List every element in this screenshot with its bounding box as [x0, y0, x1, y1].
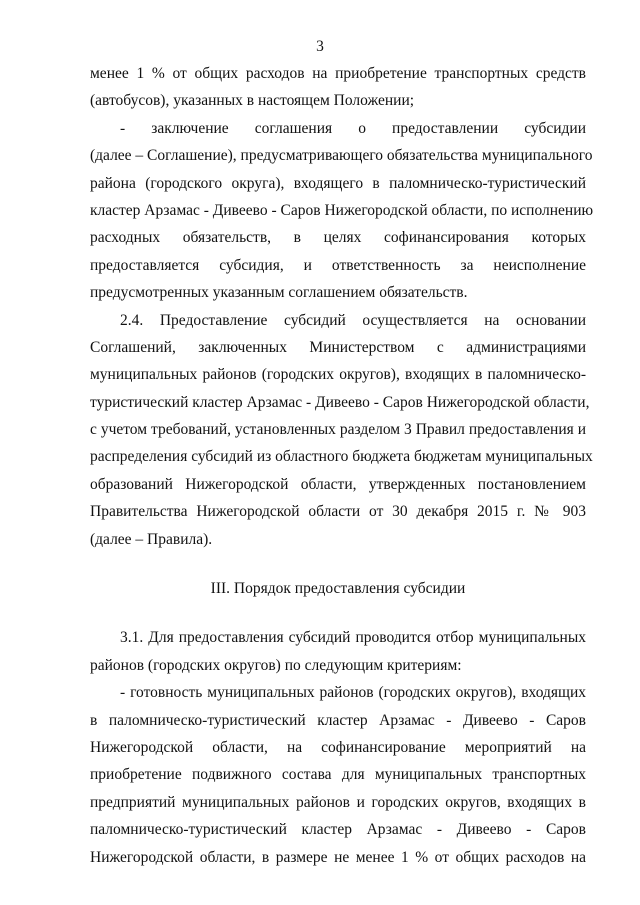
- text-line: туристический кластер Арзамас - Дивеево - Саров Нижегородской области,: [90, 393, 590, 411]
- text-line: в паломническо-туристический кластер Арзамас - Дивеево - Саров: [90, 711, 586, 729]
- section-heading: III. Порядок предоставления субсидии: [210, 580, 466, 598]
- text-line: Нижегородской области, на софинансирование мероприятий на: [90, 738, 586, 756]
- text-line: менее 1 % от общих расходов на приобретение транспортных средств: [90, 65, 586, 82]
- text-line: (автобусов), указанных в настоящем Положении;: [90, 92, 415, 110]
- text-line: кластер Арзамас - Дивеево - Саров Нижегородской области, по исполнению: [90, 201, 594, 219]
- text-line: районов (городских округов) по следующим критериям:: [90, 656, 462, 674]
- text-line: Соглашений, заключенных Министерством с администрациями: [90, 338, 586, 356]
- text-line: района (городского округа), входящего в паломническо-туристический: [90, 174, 586, 192]
- text-line: расходных обязательств, в целях софинансирования которых: [90, 229, 586, 247]
- text-line: предусмотренных указанным соглашением обязательств.: [90, 284, 468, 302]
- text-line: 3.1. Для предоставления субсидий проводится отбор муниципальных: [120, 629, 586, 647]
- text-line: паломническо-туристический кластер Арзамас - Дивеево - Саров: [90, 821, 586, 839]
- text-line: - готовность муниципальных районов (городских округов), входящих: [120, 684, 586, 702]
- text-line: Правительства Нижегородской области от 30 декабря 2015 г. № 903: [90, 503, 586, 521]
- text-line: с учетом требований, установленных разделом 3 Правил предоставления и: [90, 421, 586, 439]
- text-line: Нижегородской области, в размере не менее 1 % от общих расходов на: [90, 848, 586, 866]
- text-line: муниципальных районов (городских округов), входящих в паломническо-: [90, 366, 586, 384]
- text-line: (далее – Правила).: [90, 530, 213, 548]
- document-body: [90, 60, 594, 871]
- text-line: распределения субсидий из областного бюджета бюджетам муниципальных: [90, 448, 593, 466]
- text-line: образований Нижегородской области, утвержденных постановлением: [90, 475, 586, 493]
- text-line: 2.4. Предоставление субсидий осуществляется на основании: [120, 311, 586, 329]
- page-number: 3: [316, 38, 324, 55]
- text-line: - заключение соглашения о предоставлении субсидии: [120, 119, 586, 137]
- text-line: приобретение подвижного состава для муниципальных транспортных: [90, 766, 586, 784]
- text-line: предприятий муниципальных районов и городских округов, входящих в: [90, 793, 586, 811]
- text-line: предоставляется субсидия, и ответственность за неисполнение: [90, 256, 586, 274]
- text-line: (далее – Соглашение), предусматривающего обязательства муниципального: [90, 147, 593, 165]
